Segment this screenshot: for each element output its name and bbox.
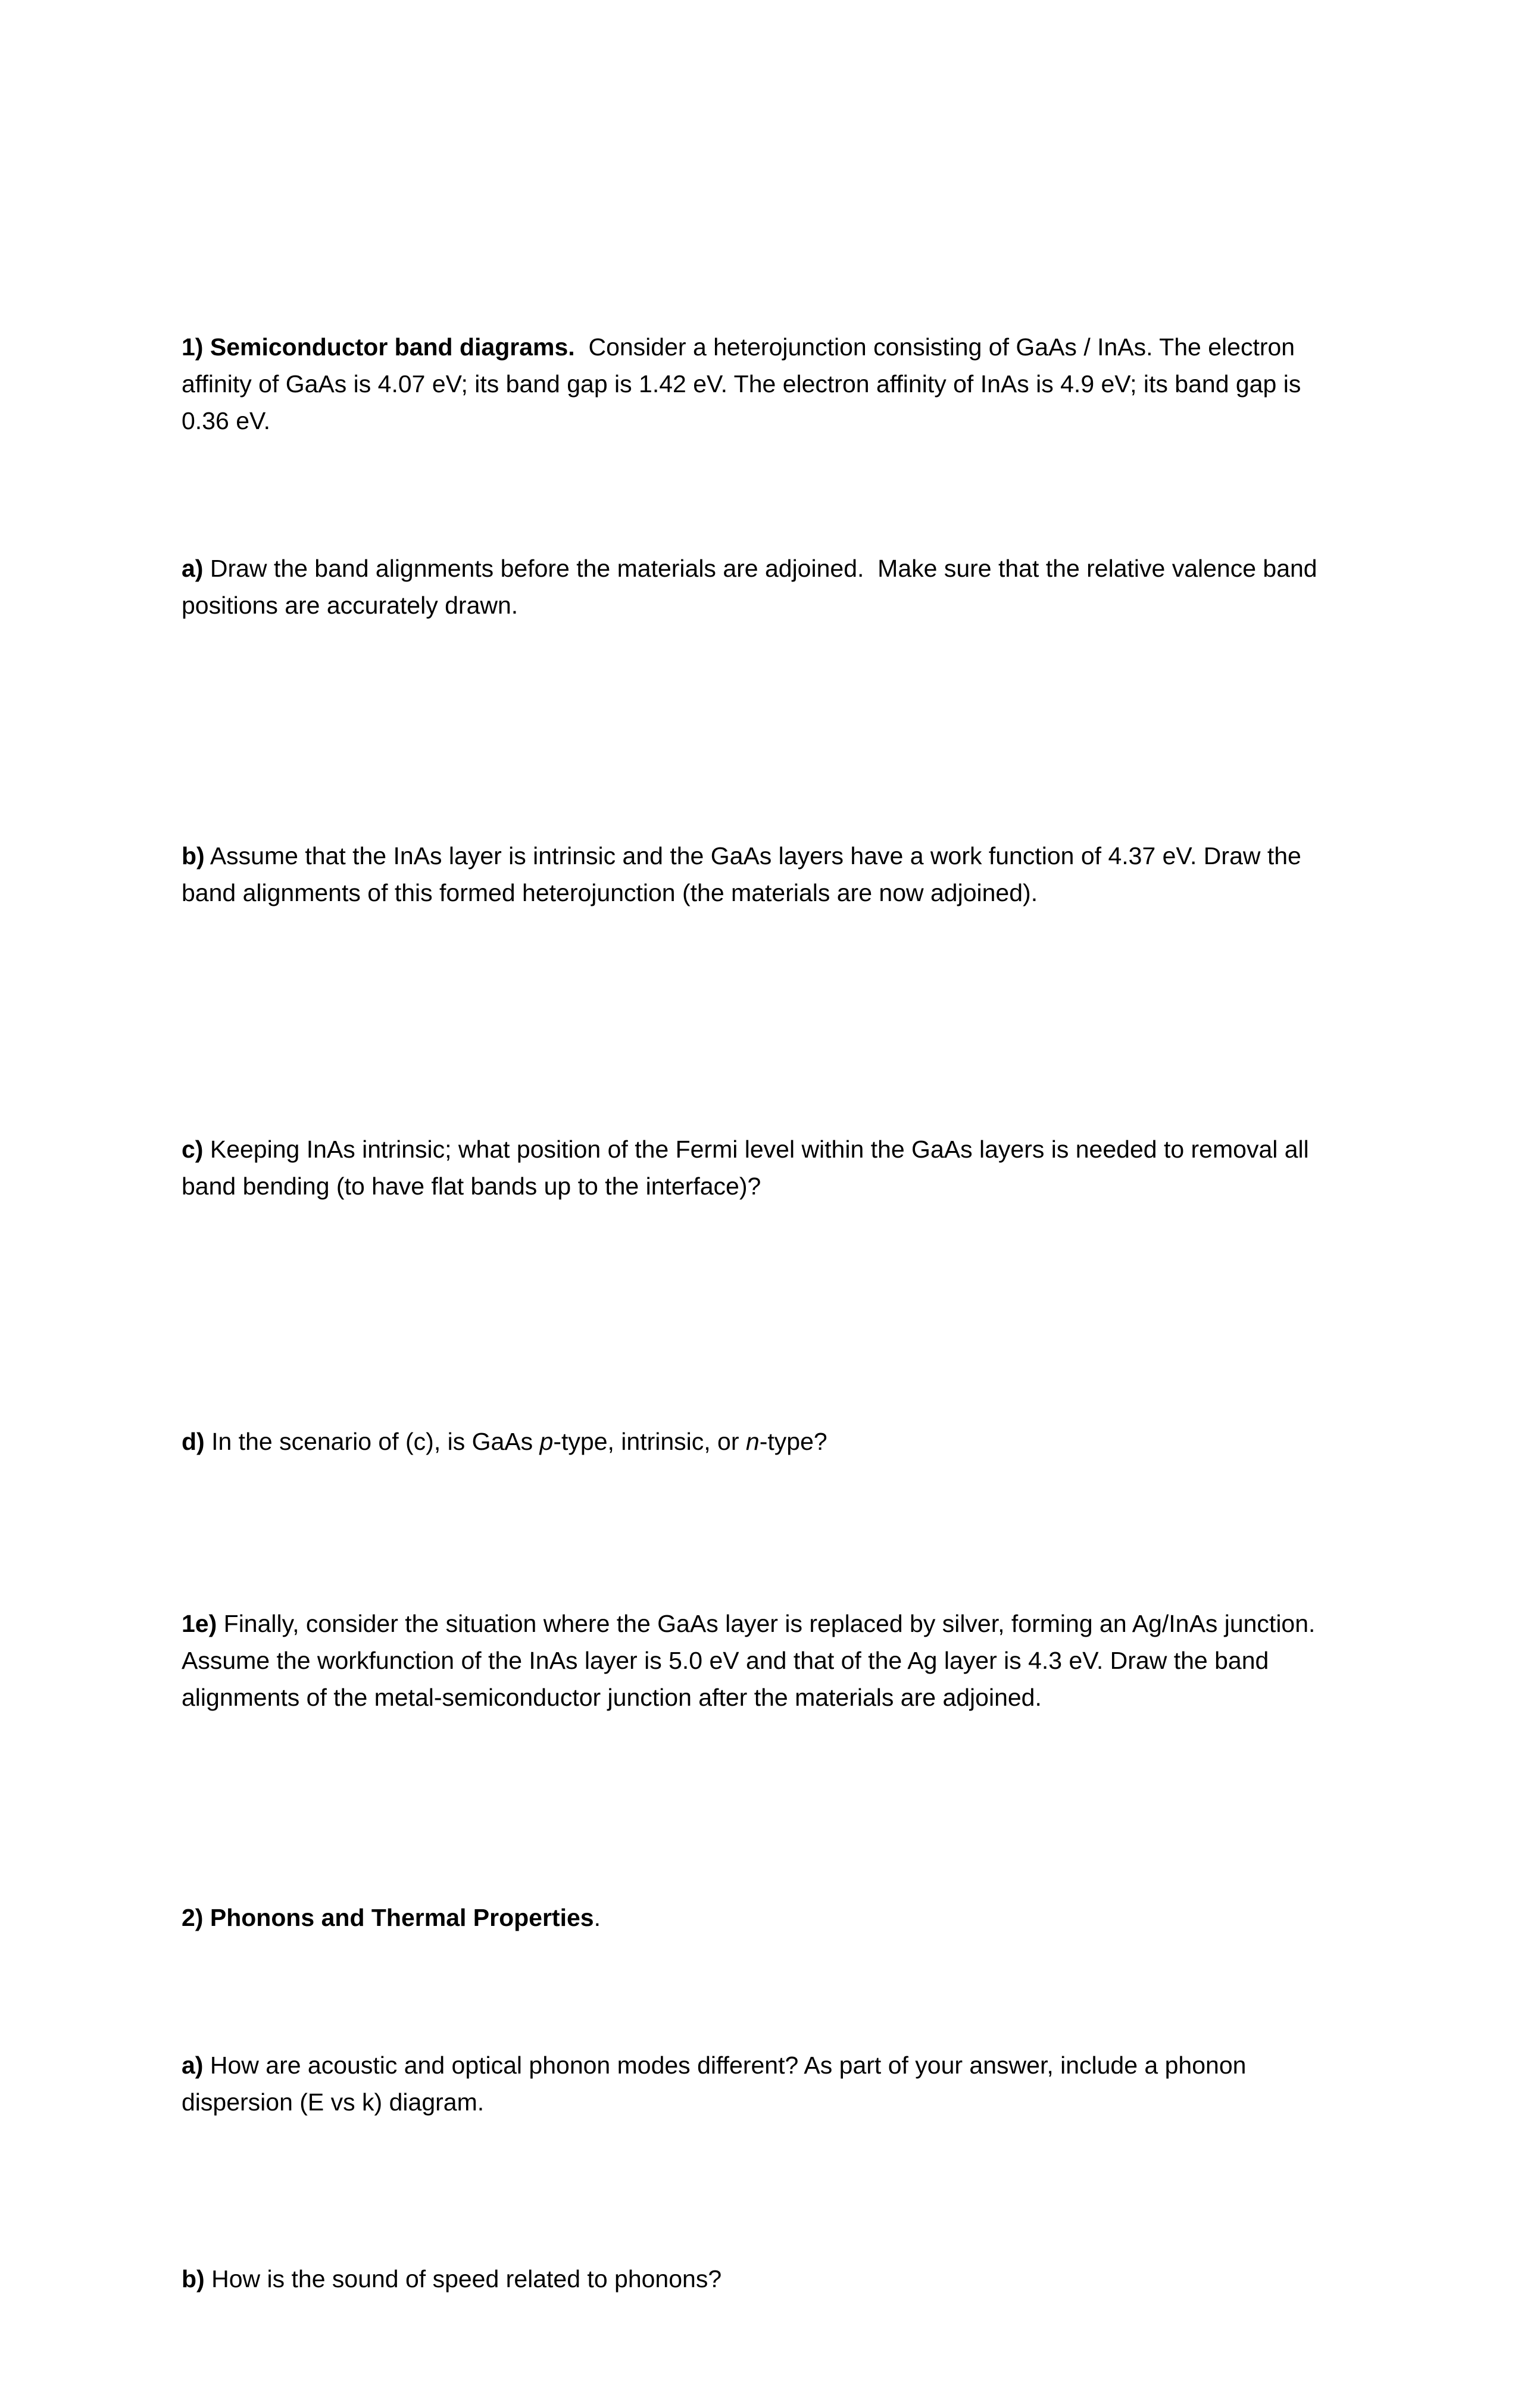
q1-part-a <box>182 550 1342 624</box>
q2-heading-paragraph <box>182 1899 1342 1936</box>
q1-part-b-text: Assume that the InAs layer is intrinsic and the GaAs layers have a work function of 4.37 eV. Draw the band alignments of this formed heterojunction (the materials are now adjoined). <box>182 842 1308 906</box>
q1-part-d <box>182 1423 1342 1460</box>
q2-heading-period: . <box>594 1904 601 1931</box>
q1-intro-text: Consider a heterojunction consisting of GaAs / InAs. The electron affinity of GaAs is 4.07 eV; its band gap is 1.42 eV. The electron affinity of InAs is 4.9 eV; its band gap is 0.36 eV. <box>182 333 1308 434</box>
q1-part-d-text-3: -type? <box>759 1428 827 1455</box>
q1-part-e <box>182 1605 1342 1716</box>
q1-part-a-label: a) <box>182 555 204 582</box>
q1-part-e-text: Finally, consider the situation where the GaAs layer is replaced by silver, forming an Ag/InAs junction. Assume the workfunction of the InAs layer is 5.0 eV and that of the Ag layer is 4.3 eV. Draw the band alignments of the metal-semiconductor junction after the materials are adjoined. <box>182 1610 1321 1711</box>
q1-part-c-text: Keeping InAs intrinsic; what position of the Fermi level within the GaAs layers is needed to removal all band bending (to have flat bands up to the interface)? <box>182 1136 1316 1200</box>
q1-part-a-text: Draw the band alignments before the materials are adjoined. Make sure that the relative valence band positions are accurately drawn. <box>182 555 1325 619</box>
q1-part-d-label: d) <box>182 1428 205 1455</box>
q2-part-b-text: How is the sound of speed related to phonons? <box>204 2265 722 2293</box>
q1-part-e-label: 1e) <box>182 1610 217 1637</box>
q1-heading-paragraph <box>182 329 1342 439</box>
q2-part-b <box>182 2260 1342 2297</box>
q2-part-a-text: How are acoustic and optical phonon modes different? As part of your answer, include a phonon dispersion (E vs k) diagram. <box>182 2052 1253 2116</box>
q2-part-b-label: b) <box>182 2265 205 2293</box>
q1-part-d-text-1: In the scenario of (c), is GaAs <box>204 1428 540 1455</box>
q1-part-b <box>182 837 1342 911</box>
q1-part-d-italic-n: n <box>745 1428 760 1455</box>
q2-heading: 2) Phonons and Thermal Properties <box>182 1904 594 1931</box>
q1-part-c <box>182 1131 1342 1205</box>
q2-part-a-label: a) <box>182 2052 204 2079</box>
problem-set-text <box>182 218 1342 2408</box>
q1-heading: 1) Semiconductor band diagrams. <box>182 333 575 361</box>
q1-part-d-text-2: -type, intrinsic, or <box>553 1428 746 1455</box>
q1-part-c-label: c) <box>182 1136 204 1163</box>
q1-part-d-italic-p: p <box>539 1428 554 1455</box>
q1-part-b-label: b) <box>182 842 205 870</box>
q2-part-a <box>182 2047 1342 2121</box>
